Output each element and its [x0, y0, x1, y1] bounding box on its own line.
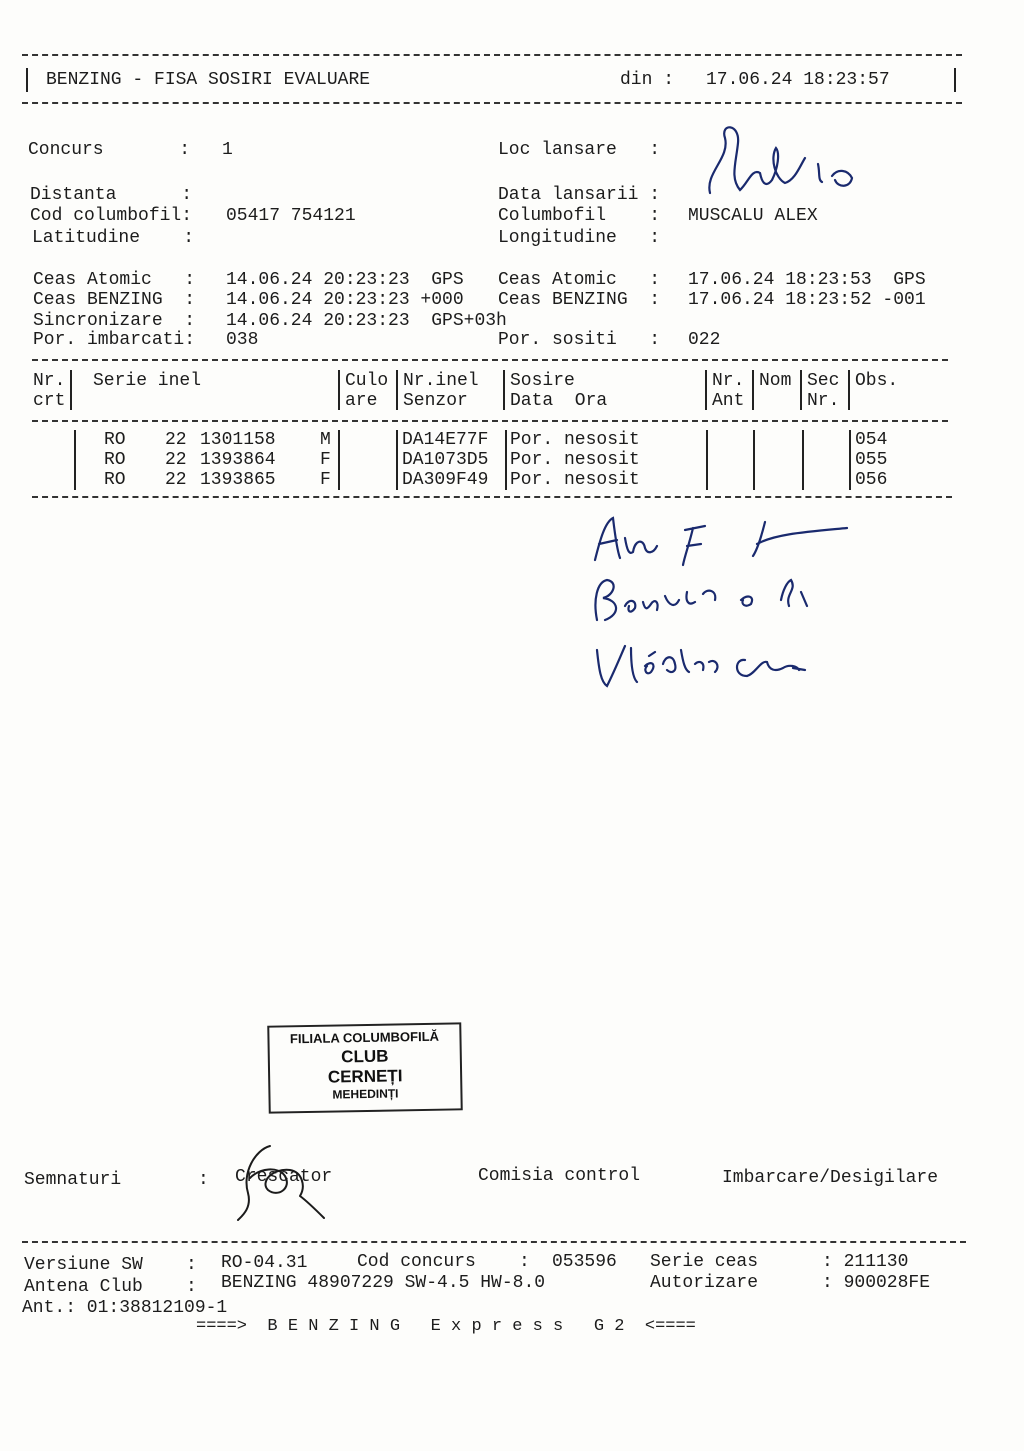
column-divider: [505, 430, 507, 490]
row-sensor: DA309F49: [402, 470, 489, 490]
row-sosire: Por. nesosit: [510, 470, 640, 490]
col-nr-ant-header: Nr.: [712, 371, 745, 391]
serie-ceas-value: : 211130: [822, 1252, 909, 1272]
col-sec-nr-header: Nr.: [807, 391, 840, 411]
autorizare-label: Autorizare: [650, 1273, 759, 1293]
columbofil-label: Columbofil :: [498, 206, 661, 226]
imbarcare-label: Imbarcare/Desigilare: [722, 1168, 939, 1188]
footer-rule: [22, 1241, 966, 1243]
col-nr-crt-header: crt: [33, 391, 66, 411]
clock-value: 14.06.24 20:23:23 GPS: [226, 270, 464, 290]
document-datetime: 17.06.24 18:23:57: [706, 70, 890, 90]
clock-label: Sincronizare :: [33, 311, 196, 331]
column-divider: [70, 370, 72, 410]
signatures-label: Semnaturi: [24, 1170, 122, 1190]
row-obs: 056: [855, 470, 888, 490]
header-right-bar: [954, 68, 956, 92]
column-divider: [706, 430, 708, 490]
row-ring-number: 1393865: [200, 470, 276, 490]
column-divider: [338, 370, 340, 410]
row-year: 22: [165, 450, 187, 470]
columbofil-value: MUSCALU ALEX: [688, 206, 818, 226]
column-divider: [338, 430, 340, 490]
por-sositi-label: Por. sositi :: [498, 330, 661, 350]
date-label: din :: [620, 70, 675, 90]
antena-club-value: BENZING 48907229 SW-4.5 HW-8.0: [221, 1273, 546, 1293]
stamp-line: FILIALA COLUMBOFILĂ: [289, 1028, 440, 1047]
col-obs-header: Obs.: [855, 371, 899, 391]
row-sex: F: [320, 470, 331, 490]
row-country: RO: [104, 450, 126, 470]
column-divider: [705, 370, 707, 410]
col-sec-nr-header: Sec: [807, 371, 840, 391]
table-top-rule: [32, 359, 948, 361]
col-sosire-header: Sosire: [510, 371, 575, 391]
stamp-line: MEHEDINȚI: [332, 1086, 399, 1102]
latitudine-label: Latitudine :: [32, 228, 195, 248]
clock-value: 14.06.24 20:23:23 +000: [226, 290, 464, 310]
cod-columbofil-value: 05417 754121: [226, 206, 356, 226]
clock-label: Ceas Atomic :: [498, 270, 661, 290]
col-culoare-header: are: [345, 391, 378, 411]
cod-columbofil-label: Cod columbofil:: [30, 206, 193, 226]
col-nr-inel-header: Nr.inel: [403, 371, 479, 391]
por-imbarcati-value: 038: [226, 330, 259, 350]
col-nr-inel-header: Senzor: [403, 391, 468, 411]
clock-value: 14.06.24 20:23:23 GPS+03h: [226, 311, 507, 331]
loc-lansare-label: Loc lansare :: [498, 140, 661, 160]
longitudine-label: Longitudine :: [498, 228, 661, 248]
col-culoare-header: Culo: [345, 371, 389, 391]
autorizare-value: : 900028FE: [822, 1273, 931, 1293]
handwritten-signature: [230, 1138, 340, 1228]
signatures-colon: :: [198, 1170, 209, 1190]
col-sosire-header: Data Ora: [510, 391, 608, 411]
column-divider: [802, 430, 804, 490]
handwritten-notes: [585, 510, 905, 710]
handwritten-release-location: [700, 118, 870, 208]
antenna-id: Ant.: 01:38812109-1: [22, 1298, 228, 1318]
row-obs: 054: [855, 430, 888, 450]
column-divider: [753, 430, 755, 490]
clock-label: Ceas BENZING :: [498, 290, 661, 310]
distanta-label: Distanta :: [30, 185, 193, 205]
row-sex: M: [320, 430, 331, 450]
row-obs: 055: [855, 450, 888, 470]
stamp-line: CLUB: [341, 1046, 389, 1067]
header-top-rule: [22, 54, 962, 56]
stamp-line: CERNEȚI: [327, 1066, 403, 1087]
col-serie-inel-header: Serie inel: [93, 371, 202, 391]
clock-label: Ceas BENZING :: [33, 290, 196, 310]
por-sositi-value: 022: [688, 330, 721, 350]
table-header-rule: [32, 420, 948, 422]
column-divider: [503, 370, 505, 410]
row-year: 22: [165, 430, 187, 450]
row-country: RO: [104, 430, 126, 450]
concurs-label: Concurs :: [28, 140, 191, 160]
por-imbarcati-label: Por. imbarcati:: [33, 330, 196, 350]
concurs-value: 1: [222, 140, 233, 160]
column-divider: [396, 430, 398, 490]
row-sensor: DA1073D5: [402, 450, 489, 470]
clock-value: 17.06.24 18:23:52 -001: [688, 290, 926, 310]
row-country: RO: [104, 470, 126, 490]
column-divider: [849, 430, 851, 490]
row-sosire: Por. nesosit: [510, 430, 640, 450]
header-bottom-rule: [22, 102, 962, 104]
table-bottom-rule: [32, 496, 952, 498]
serie-ceas-label: Serie ceas: [650, 1252, 759, 1272]
versiune-value: RO-04.31: [221, 1253, 308, 1273]
column-divider: [800, 370, 802, 410]
col-nr-ant-header: Ant: [712, 391, 745, 411]
comisia-control-label: Comisia control: [478, 1166, 641, 1186]
column-divider: [74, 430, 76, 490]
cod-concurs-label: Cod concurs :: [357, 1252, 530, 1272]
antena-club-label: Antena Club :: [24, 1277, 197, 1297]
benzing-express-banner: ====> B E N Z I N G E x p r e s s G 2 <====: [196, 1317, 696, 1336]
col-nom-header: Nom: [759, 371, 792, 391]
column-divider: [396, 370, 398, 410]
column-divider: [848, 370, 850, 410]
row-year: 22: [165, 470, 187, 490]
row-sensor: DA14E77F: [402, 430, 489, 450]
column-divider: [752, 370, 754, 410]
clock-value: 17.06.24 18:23:53 GPS: [688, 270, 926, 290]
document-title: BENZING - FISA SOSIRI EVALUARE: [46, 70, 371, 90]
cod-concurs-value: 053596: [552, 1252, 617, 1272]
crescator-label: Crescator: [235, 1167, 333, 1187]
row-sosire: Por. nesosit: [510, 450, 640, 470]
row-ring-number: 1301158: [200, 430, 276, 450]
row-ring-number: 1393864: [200, 450, 276, 470]
clock-label: Ceas Atomic :: [33, 270, 196, 290]
club-stamp: [267, 1022, 463, 1113]
col-nr-crt-header: Nr.: [33, 371, 66, 391]
row-sex: F: [320, 450, 331, 470]
header-left-bar: [26, 68, 28, 92]
versiune-label: Versiune SW :: [24, 1255, 197, 1275]
data-lansarii-label: Data lansarii :: [498, 185, 661, 205]
